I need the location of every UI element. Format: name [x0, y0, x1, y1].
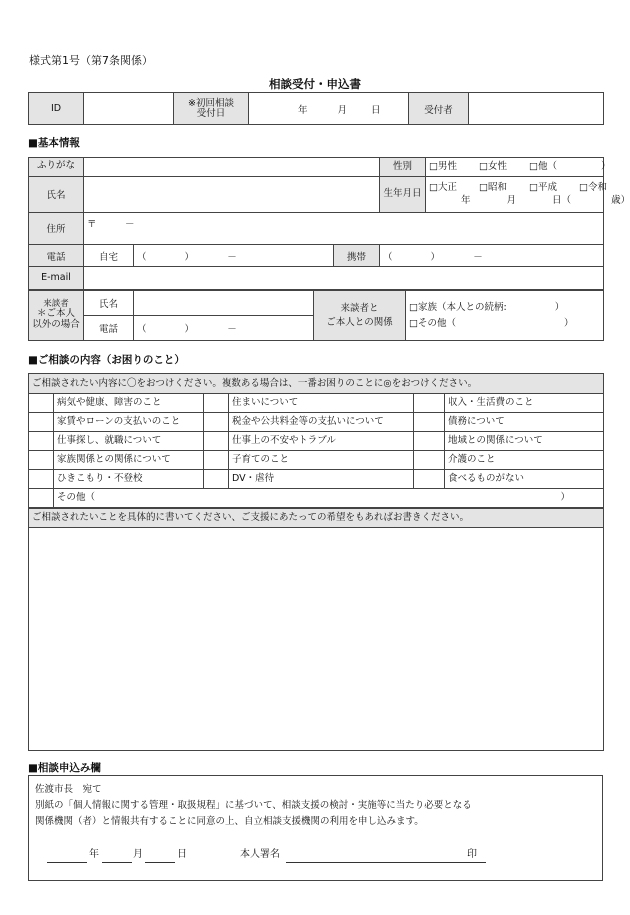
name-label: 氏名	[29, 176, 84, 212]
detail-instruction: ご相談されたいことを具体的に書いてください、ご支援にあたっての希望をもあればお書きください。	[29, 509, 604, 528]
first-consult-label: ※初回相談 受付日	[174, 93, 249, 125]
mark-box[interactable]	[204, 451, 229, 470]
signature-field[interactable]	[286, 848, 486, 863]
visitor-phone-field[interactable]: （ ） －	[134, 316, 314, 341]
mobile-phone-field[interactable]: （ ） －	[380, 245, 604, 267]
mark-box[interactable]	[29, 488, 54, 507]
visitor-label: 来談者 ＊ご本人 以外の場合	[29, 291, 84, 341]
mark-box[interactable]	[29, 432, 54, 451]
consult-item: 税金や公共料金等の支払いについて	[229, 413, 414, 432]
year-field[interactable]	[47, 848, 87, 863]
gender-label: 性別	[380, 158, 426, 177]
mark-box[interactable]	[29, 413, 54, 432]
consult-heading: ■ご相談の内容（お困りのこと）	[28, 354, 185, 366]
detail-table	[28, 508, 604, 751]
addressee: 佐渡市長 宛て	[35, 784, 102, 795]
consult-other-field[interactable]: その他（ ）	[54, 488, 604, 507]
consult-item: 地域との関係について	[445, 432, 604, 451]
furigana-field[interactable]	[84, 158, 380, 177]
address-label: 住所	[29, 212, 84, 245]
email-field[interactable]	[84, 267, 604, 290]
application-heading: ■相談申込み欄	[28, 762, 101, 774]
form-number: 様式第1号（第7条関係）	[29, 54, 153, 67]
mark-box[interactable]	[204, 469, 229, 488]
signature-label: 本人署名	[240, 849, 280, 860]
consult-item: 仕事上の不安やトラブル	[229, 432, 414, 451]
mobile-label: 携帯	[334, 245, 380, 267]
receiver-field[interactable]	[469, 93, 604, 125]
consult-item: 住まいについて	[229, 394, 414, 413]
month-field[interactable]	[102, 848, 132, 863]
detail-textarea[interactable]	[29, 528, 604, 751]
basic-info-heading: ■基本情報	[28, 137, 80, 149]
consult-item: 子育てのこと	[229, 451, 414, 470]
basic-info-table	[28, 157, 630, 290]
day-label: 日	[177, 849, 187, 860]
birthdate-label: 生年月日	[380, 176, 426, 212]
consult-item: 家族関係との関係について	[54, 451, 204, 470]
consult-item: 仕事探し、就職について	[54, 432, 204, 451]
mark-box[interactable]	[29, 394, 54, 413]
mark-box[interactable]	[414, 432, 445, 451]
year-label: 年	[89, 849, 99, 860]
relation-options[interactable]: □家族（本人との続柄: ） □その他（ ）	[406, 291, 604, 341]
phone-label: 電話	[29, 245, 84, 267]
address-field[interactable]: 〒 －	[84, 212, 604, 245]
consult-item: 食べるものがない	[445, 469, 604, 488]
furigana-label: ふりがな	[29, 158, 84, 177]
mark-box[interactable]	[29, 469, 54, 488]
mark-box[interactable]	[204, 432, 229, 451]
consult-item: ひきこもり・不登校	[54, 469, 204, 488]
home-label: 自宅	[84, 245, 134, 267]
receiver-label: 受付者	[409, 93, 469, 125]
reception-row	[28, 92, 604, 125]
id-field[interactable]	[84, 93, 174, 125]
relation-label: 来談者と ご本人との関係	[314, 291, 406, 341]
home-phone-field[interactable]: （ ） －	[134, 245, 334, 267]
consult-instruction: ご相談されたい内容に〇をおつけください。複数ある場合は、一番お困りのことに◎をおつけください。	[29, 374, 604, 394]
form-title: 相談受付・申込書	[269, 77, 361, 91]
visitor-table	[28, 290, 604, 341]
visitor-name-field[interactable]	[134, 291, 314, 316]
consent-line-2: 関係機関（者）と情報共有することに同意の上、自立相談支援機関の利用を申し込みます。	[35, 816, 424, 827]
application-box	[28, 775, 603, 881]
name-field[interactable]	[84, 176, 380, 212]
id-label: ID	[29, 93, 84, 125]
mark-box[interactable]	[204, 394, 229, 413]
consult-item: 家賃やローンの支払いのこと	[54, 413, 204, 432]
consult-item: DV・虐待	[229, 469, 414, 488]
consult-item: 病気や健康、障害のこと	[54, 394, 204, 413]
mark-box[interactable]	[414, 451, 445, 470]
mark-box[interactable]	[414, 413, 445, 432]
visitor-phone-label: 電話	[84, 316, 134, 341]
first-consult-date-field[interactable]: 年 月 日	[249, 93, 409, 125]
consult-item: 債務について	[445, 413, 604, 432]
email-label: E-mail	[29, 267, 84, 290]
mark-box[interactable]	[204, 413, 229, 432]
consent-line-1: 別紙の「個人情報に関する管理・取扱規程」に基づいて、相談支援の検討・実施等に当たり必要となる	[35, 800, 472, 811]
consult-item: 収入・生活費のこと	[445, 394, 604, 413]
birthdate-options[interactable]: □大正 □昭和 □平成 □令和 年 月 日（ 歳）	[426, 176, 604, 212]
consult-table	[28, 373, 604, 508]
day-field[interactable]	[145, 848, 175, 863]
mark-box[interactable]	[29, 451, 54, 470]
visitor-name-label: 氏名	[84, 291, 134, 316]
seal-mark: 印	[467, 849, 477, 860]
mark-box[interactable]	[414, 469, 445, 488]
consult-item: 介護のこと	[445, 451, 604, 470]
month-label: 月	[133, 849, 143, 860]
mark-box[interactable]	[414, 394, 445, 413]
gender-options[interactable]: □男性 □女性 □他（ ）	[426, 158, 604, 177]
